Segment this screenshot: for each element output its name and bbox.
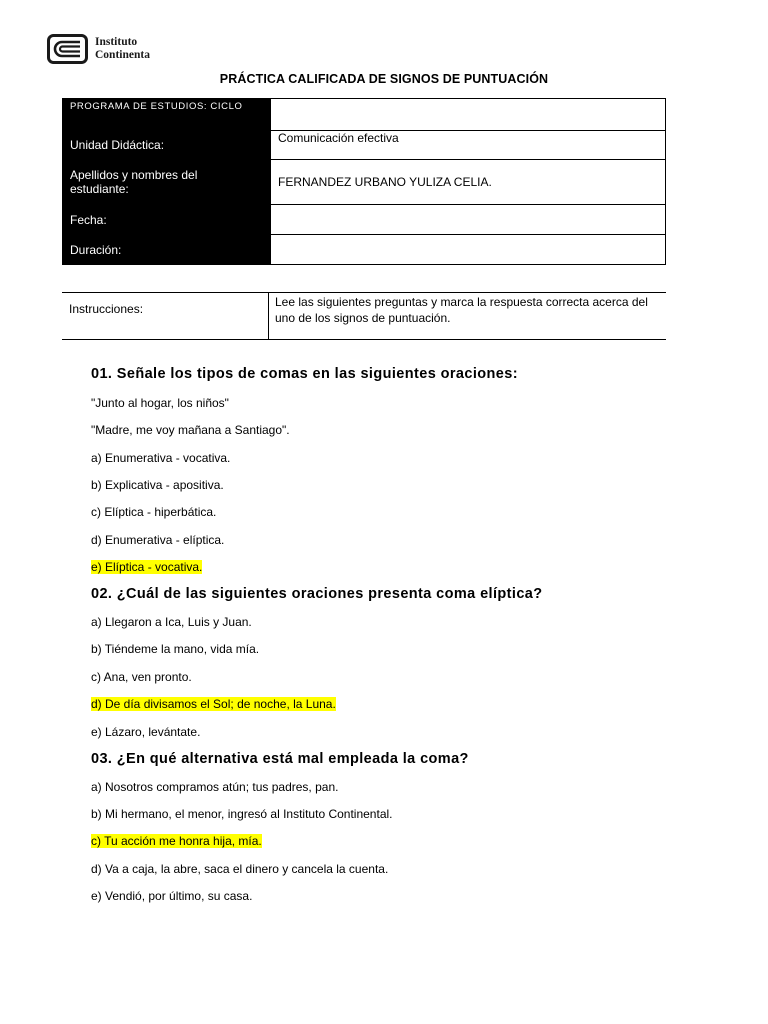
question-1-option-a: a) Enumerativa - vocativa. xyxy=(91,451,231,465)
document-title: PRÁCTICA CALIFICADA DE SIGNOS DE PUNTUACIÓN xyxy=(219,72,549,86)
question-2-option-c: c) Ana, ven pronto. xyxy=(91,670,192,684)
logo-line-1: Instituto xyxy=(95,36,138,48)
row-duracion xyxy=(63,235,666,265)
duracion-label: Duración: xyxy=(63,235,271,265)
question-2-title: 02. ¿Cuál de las siguientes oraciones presenta coma elíptica? xyxy=(91,586,543,602)
unidad-label: Unidad Didáctica: xyxy=(63,131,271,160)
duracion-value xyxy=(271,235,666,265)
fecha-value xyxy=(271,205,666,235)
instructions-divider xyxy=(268,293,269,339)
fecha-label: Fecha: xyxy=(63,205,271,235)
question-1-sentence-2: "Madre, me voy mañana a Santiago". xyxy=(91,423,290,437)
question-2-option-b: b) Tiéndeme la mano, vida mía. xyxy=(91,642,260,656)
question-1-option-e-highlighted: e) Elíptica - vocativa. xyxy=(91,560,203,574)
programa-label: PROGRAMA DE ESTUDIOS: CICLO xyxy=(63,99,271,131)
apellidos-label xyxy=(63,160,271,205)
row-unidad xyxy=(63,131,666,160)
row-apellidos xyxy=(63,160,666,205)
unidad-value: Comunicación efectiva xyxy=(271,131,666,160)
programa-value xyxy=(271,99,666,131)
question-3-option-d: d) Va a caja, la abre, saca el dinero y cancela la cuenta. xyxy=(91,862,389,876)
row-fecha xyxy=(63,205,666,235)
instructions-label: Instrucciones: xyxy=(69,302,144,316)
logo-text xyxy=(95,36,150,62)
question-1-title: 01. Señale los tipos de comas en las siguientes oraciones: xyxy=(91,366,518,382)
row-programa xyxy=(63,99,666,131)
question-1-option-c: c) Elíptica - hiperbática. xyxy=(91,505,217,519)
question-2-option-d-highlighted: d) De día divisamos el Sol; de noche, la Luna. xyxy=(91,697,336,711)
question-1-option-d: d) Enumerativa - elíptica. xyxy=(91,533,225,547)
logo-line-2: Continenta xyxy=(95,49,150,61)
apellidos-value: FERNANDEZ URBANO YULIZA CELIA. xyxy=(271,160,666,205)
question-3-title: 03. ¿En qué alternativa está mal empleada la coma? xyxy=(91,751,469,767)
continental-logo-icon xyxy=(47,34,89,64)
question-3-option-b: b) Mi hermano, el menor, ingresó al Instituto Continental. xyxy=(91,807,393,821)
apellidos-label-line-1: Apellidos y nombres del xyxy=(70,168,198,182)
institution-logo xyxy=(47,34,187,66)
instructions-box xyxy=(62,292,666,340)
question-3-option-e: e) Vendió, por último, su casa. xyxy=(91,889,253,903)
question-1-sentence-1: "Junto al hogar, los niños" xyxy=(91,396,229,410)
instructions-text: Lee las siguientes preguntas y marca la respuesta correcta acerca del uno de los signos de puntuación. xyxy=(275,295,648,325)
student-info-table xyxy=(62,98,666,265)
question-1-option-b: b) Explicativa - apositiva. xyxy=(91,478,224,492)
question-2-option-e: e) Lázaro, levántate. xyxy=(91,725,201,739)
question-3-option-a: a) Nosotros compramos atún; tus padres, pan. xyxy=(91,780,339,794)
question-2-option-a: a) Llegaron a Ica, Luis y Juan. xyxy=(91,615,252,629)
question-3-option-c-highlighted: c) Tu acción me honra hija, mía. xyxy=(91,834,262,848)
apellidos-label-line-2: estudiante: xyxy=(70,182,129,196)
